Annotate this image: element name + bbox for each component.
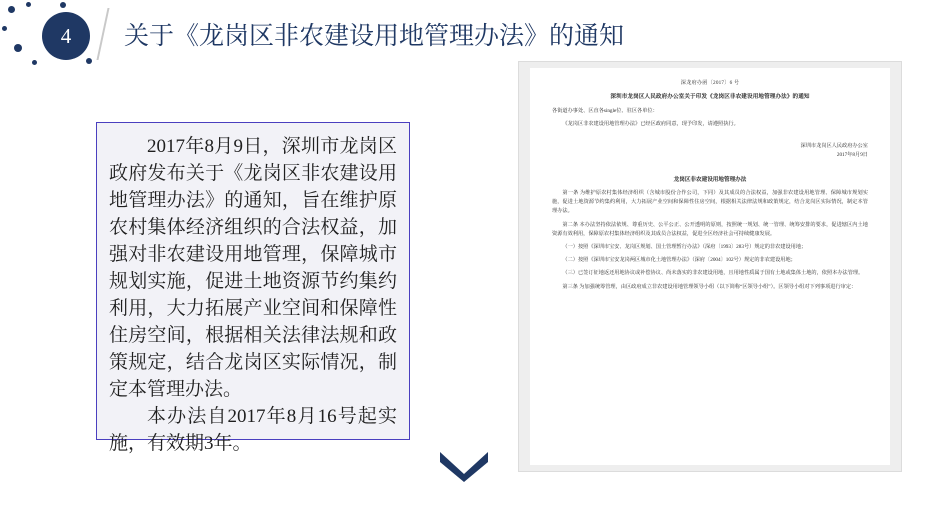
summary-paragraph-2: 本办法自2017年8月16号起实施，有效期3年。 — [109, 406, 397, 454]
document-article: 第三条 为加强统筹管理，由区政府成立非农建设用地管理领导小组（以下简称“区领导小组”）。区领导小组对下列事项进行审定： — [562, 283, 857, 290]
document-page — [530, 68, 890, 465]
document-article: 第一条 为维护原农村集体经济组织（含城市股份合作公司，下同）及其成员的合法权益，加强非农建设用地管理、保障城市规划实施，促进土地资源节约集约利用，大力拓展产业空间和保障性住房空间，根据相关法律法规和政策规定，结合龙岗区实际情况，制定本管理办法。 — [552, 190, 868, 215]
document-sign-date: 2017年8月9日 — [836, 152, 868, 158]
summary-text-box — [96, 122, 410, 454]
document-image-frame — [519, 62, 901, 471]
page-title: 关于《龙岗区非农建设用地管理办法》的通知 — [124, 23, 625, 50]
slide-number-badge: 4 — [42, 12, 90, 60]
document-section-title: 龙岗区非农建设用地管理办法 — [673, 177, 747, 183]
document-signer: 深圳市龙岗区人民政府办公室 — [800, 143, 868, 149]
document-article: （二）按照《深圳市宝安龙岗两区城市化土地管理办法》（深府〔2004〕102号）规定的非农建设用地； — [562, 257, 796, 264]
document-title: 深圳市龙岗区人民政府办公室关于印发《龙岗区非农建设用地管理办法》的通知 — [610, 94, 810, 100]
document-recipients: 各街道办事处、区直各single位、驻区各单位： — [552, 108, 658, 114]
document-body-line: 《龙岗区非农建设用地管理办法》已经区政府同意，现予印发，请遵照执行。 — [562, 121, 739, 127]
summary-paragraph-1: 2017年8月9日，深圳市龙岗区政府发布关于《龙岗区非农建设用地管理办法》的通知，旨在维护原农村集体经济组织的合法权益，加强对非农建设用地管理，保障城市规划实施，促进土地资源节约集约利用，大力拓展产业空间和保障性住房空间，根据相关法律法规和政策规定，结合龙岗区实际情况，制定本管理办法。 — [109, 136, 397, 400]
document-article: （一）按照《深圳市宝安、龙岗区规划、国土管理暂行办法》（深府〔1993〕283号）规定的非农建设用地； — [562, 244, 807, 251]
document-article: 第二条 本办法坚持依法依规、尊重历史、公平公正、公开透明的原则，按照统一规划、统一管理、统筹安排的要求，促进辖区内土地资源有效利用，保障原农村集体经济组织及其成员合法权益，促进全区经济社会可持续健康发展。 — [552, 221, 868, 237]
header-decoration — [0, 0, 112, 72]
document-article: （三）已签订征地返还用地协议或补偿协议、尚未落实的非农建设用地，且用地性质属于国有土地或集体土地的，依照本办法管理。 — [562, 270, 864, 277]
chevron-down-icon[interactable] — [440, 452, 488, 482]
document-number: 深龙府办函〔2017〕6 号 — [680, 80, 740, 86]
